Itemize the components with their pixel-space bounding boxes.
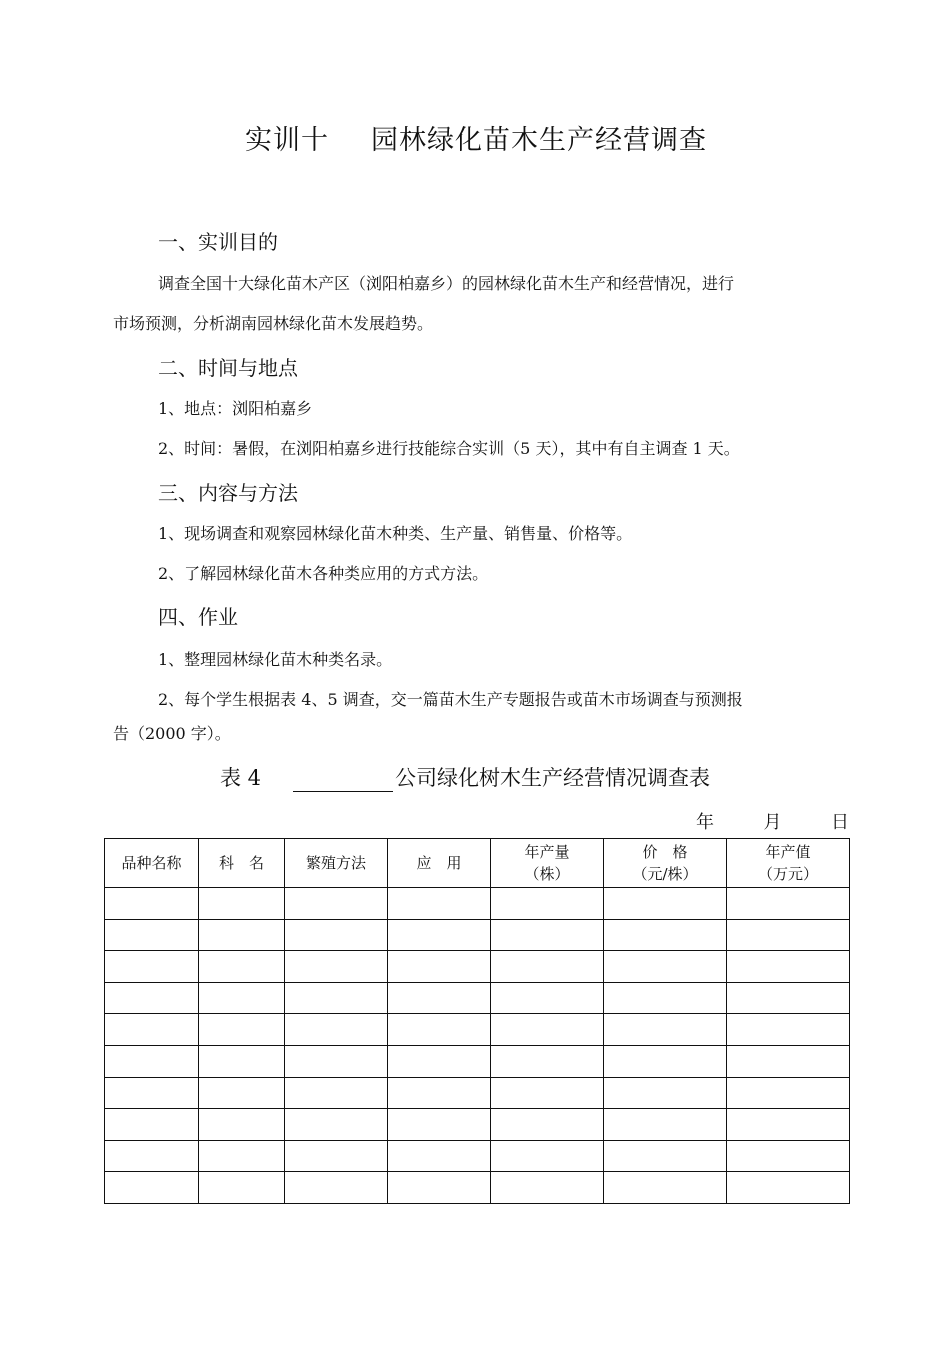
table-row [105, 1014, 850, 1046]
table-caption-suffix: 公司绿化树木生产经营情况调查表 [395, 766, 711, 790]
table-cell[interactable] [388, 919, 491, 951]
header-application: 应 用 [388, 839, 491, 888]
table-caption-prefix: 表 4 [220, 766, 262, 790]
table-cell[interactable] [727, 1077, 850, 1109]
table-cell[interactable] [199, 1045, 285, 1077]
table-cell[interactable] [604, 888, 727, 920]
survey-table [104, 838, 850, 1204]
company-blank-line [293, 769, 393, 792]
table-cell[interactable] [199, 951, 285, 983]
table-cell[interactable] [491, 1014, 604, 1046]
table-cell[interactable] [491, 919, 604, 951]
table-cell[interactable] [285, 1014, 388, 1046]
table-cell[interactable] [491, 982, 604, 1014]
homework-item-2-line-2: 告（2000 字）。 [113, 724, 231, 743]
table-cell[interactable] [199, 888, 285, 920]
header-family-name: 科 名 [199, 839, 285, 888]
table-cell[interactable] [285, 1140, 388, 1172]
table-cell[interactable] [105, 1109, 199, 1141]
table-row [105, 888, 850, 920]
table-cell[interactable] [285, 1045, 388, 1077]
table-caption [220, 762, 710, 792]
table-cell[interactable] [491, 1140, 604, 1172]
table-cell[interactable] [388, 1140, 491, 1172]
table-cell[interactable] [388, 1014, 491, 1046]
table-cell[interactable] [285, 1077, 388, 1109]
table-cell[interactable] [491, 1109, 604, 1141]
table-cell[interactable] [199, 1172, 285, 1204]
table-cell[interactable] [285, 1109, 388, 1141]
header-annual-value: 年产值 （万元） [727, 839, 850, 888]
table-cell[interactable] [105, 888, 199, 920]
table-cell[interactable] [105, 1172, 199, 1204]
table-cell[interactable] [604, 982, 727, 1014]
content-item-1: 1、现场调查和观察园林绿化苗木种类、生产量、销售量、价格等。 [158, 524, 633, 543]
table-cell[interactable] [604, 1109, 727, 1141]
table-cell[interactable] [285, 1172, 388, 1204]
table-cell[interactable] [727, 1109, 850, 1141]
table-cell[interactable] [105, 951, 199, 983]
table-cell[interactable] [105, 982, 199, 1014]
table-cell[interactable] [105, 1045, 199, 1077]
table-cell[interactable] [604, 1172, 727, 1204]
table-cell[interactable] [105, 1077, 199, 1109]
section-heading-objective: 一、实训目的 [158, 230, 278, 254]
section-heading-content-method: 三、内容与方法 [158, 481, 298, 505]
header-variety-name: 品种名称 [105, 839, 199, 888]
homework-item-2-line-1: 2、每个学生根据表 4、5 调查，交一篇苗木生产专题报告或苗木市场调查与预测报 [158, 690, 743, 709]
table-cell[interactable] [388, 888, 491, 920]
table-cell[interactable] [727, 1172, 850, 1204]
table-cell[interactable] [388, 1077, 491, 1109]
page-title [0, 118, 952, 157]
table-row [105, 919, 850, 951]
table-cell[interactable] [285, 888, 388, 920]
table-cell[interactable] [285, 919, 388, 951]
homework-item-1: 1、整理园林绿化苗木种类名录。 [158, 650, 393, 669]
table-body [105, 888, 850, 1204]
table-row [105, 1109, 850, 1141]
date-day: 日 [830, 812, 849, 833]
table-row [105, 982, 850, 1014]
table-cell[interactable] [604, 951, 727, 983]
table-cell[interactable] [604, 1014, 727, 1046]
table-cell[interactable] [105, 919, 199, 951]
table-cell[interactable] [199, 982, 285, 1014]
table-row [105, 1140, 850, 1172]
date-line [696, 808, 849, 834]
table-row [105, 1077, 850, 1109]
header-price: 价 格 （元/株） [604, 839, 727, 888]
header-propagation-method: 繁殖方法 [285, 839, 388, 888]
date-month: 月 [763, 812, 782, 833]
place-item: 1、地点：浏阳柏嘉乡 [158, 399, 313, 418]
table-cell[interactable] [727, 919, 850, 951]
objective-line-2: 市场预测，分析湖南园林绿化苗木发展趋势。 [113, 314, 434, 333]
table-cell[interactable] [199, 1109, 285, 1141]
table-row [105, 1172, 850, 1204]
table-cell[interactable] [105, 1014, 199, 1046]
table-cell[interactable] [388, 1109, 491, 1141]
table-cell[interactable] [604, 1077, 727, 1109]
table-cell[interactable] [604, 1140, 727, 1172]
table-cell[interactable] [199, 919, 285, 951]
table-row [105, 1045, 850, 1077]
table-cell[interactable] [199, 1077, 285, 1109]
table-cell[interactable] [604, 919, 727, 951]
table-cell[interactable] [727, 888, 850, 920]
table-cell[interactable] [199, 1014, 285, 1046]
table-cell[interactable] [604, 1045, 727, 1077]
table-cell[interactable] [105, 1140, 199, 1172]
section-heading-homework: 四、作业 [158, 605, 238, 629]
time-item: 2、时间：暑假，在浏阳柏嘉乡进行技能综合实训（5 天），其中有自主调查 1 天。 [158, 439, 740, 458]
header-annual-output: 年产量 （株） [491, 839, 604, 888]
table-cell[interactable] [727, 982, 850, 1014]
table-cell[interactable] [199, 1140, 285, 1172]
table-cell[interactable] [388, 1045, 491, 1077]
table-cell[interactable] [285, 982, 388, 1014]
table-cell[interactable] [285, 951, 388, 983]
table-cell[interactable] [388, 1172, 491, 1204]
date-year: 年 [696, 812, 714, 833]
table-header-row [105, 839, 850, 888]
table-cell[interactable] [727, 1014, 850, 1046]
table-cell[interactable] [388, 982, 491, 1014]
table-cell[interactable] [491, 1077, 604, 1109]
table-cell[interactable] [491, 1172, 604, 1204]
section-heading-time-place: 二、时间与地点 [158, 356, 298, 380]
table-cell[interactable] [727, 1045, 850, 1077]
table-cell[interactable] [491, 951, 604, 983]
table-cell[interactable] [491, 888, 604, 920]
title-part2: 园林绿化苗木生产经营调查 [371, 125, 707, 156]
table-cell[interactable] [388, 951, 491, 983]
table-cell[interactable] [491, 1045, 604, 1077]
table-row [105, 951, 850, 983]
content-item-2: 2、了解园林绿化苗木各种类应用的方式方法。 [158, 564, 489, 583]
table-cell[interactable] [727, 1140, 850, 1172]
title-part1: 实训十 [245, 125, 329, 156]
objective-line-1: 调查全国十大绿化苗木产区（浏阳柏嘉乡）的园林绿化苗木生产和经营情况，进行 [158, 274, 735, 293]
table-cell[interactable] [727, 951, 850, 983]
